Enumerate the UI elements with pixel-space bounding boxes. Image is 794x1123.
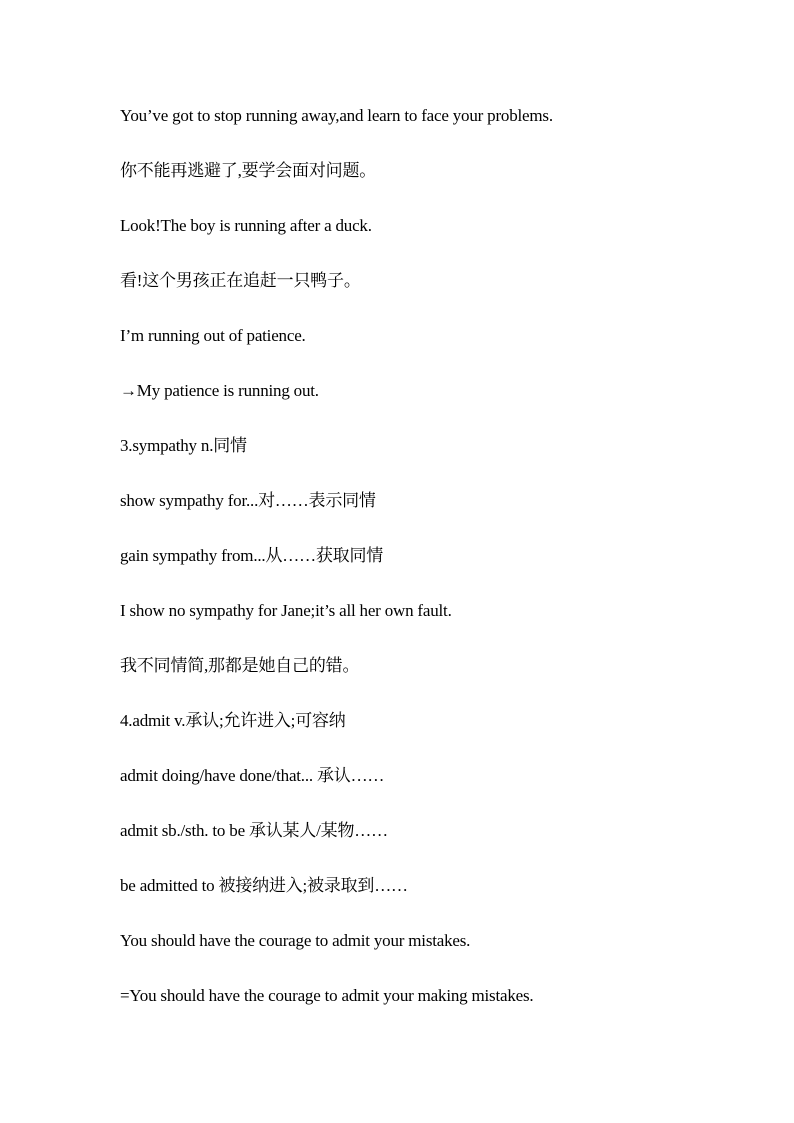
section-heading: 4.admit v.承认;允许进入;可容纳 xyxy=(120,711,346,730)
text-line: admit doing/have done/that... 承认…… xyxy=(120,766,385,785)
text-line: →My patience is running out. xyxy=(120,381,319,400)
text-line: gain sympathy from...从……获取同情 xyxy=(120,546,384,565)
text-line: You should have the courage to admit your mistakes. xyxy=(120,931,471,950)
text-line: 看!这个男孩正在追赶一只鸭子。 xyxy=(120,271,361,290)
text-line: 你不能再逃避了,要学会面对问题。 xyxy=(120,161,377,180)
section-heading: 3.sympathy n.同情 xyxy=(120,436,247,455)
text-line: You’ve got to stop running away,and learn to face your problems. xyxy=(120,106,553,125)
text-line: Look!The boy is running after a duck. xyxy=(120,216,372,235)
text-line: I’m running out of patience. xyxy=(120,326,306,345)
text-line: admit sb./sth. to be 承认某人/某物…… xyxy=(120,821,388,840)
text-line: =You should have the courage to admit your making mistakes. xyxy=(120,986,534,1005)
text-line: 我不同情简,那都是她自己的错。 xyxy=(120,656,360,675)
text-line: be admitted to 被接纳进入;被录取到…… xyxy=(120,876,408,895)
text-line: show sympathy for...对……表示同情 xyxy=(120,491,376,510)
text-line: I show no sympathy for Jane;it’s all her own fault. xyxy=(120,601,452,620)
